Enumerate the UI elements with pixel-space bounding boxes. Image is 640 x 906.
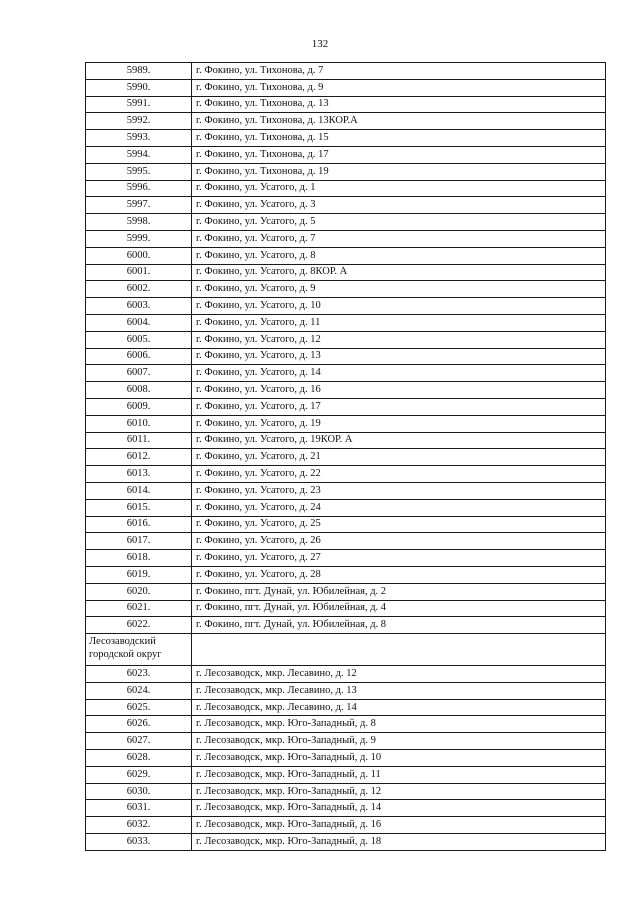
row-address: г. Фокино, ул. Тихонова, д. 17 xyxy=(192,146,606,163)
table-row xyxy=(86,415,606,432)
table-row xyxy=(86,834,606,851)
row-address: г. Лесозаводск, мкр. Юго-Западный, д. 11 xyxy=(192,766,606,783)
row-number: 6014. xyxy=(86,482,192,499)
row-address: г. Фокино, ул. Усатого, д. 19КОР. А xyxy=(192,432,606,449)
table-row xyxy=(86,163,606,180)
row-number: 6018. xyxy=(86,550,192,567)
row-address: г. Фокино, ул. Усатого, д. 5 xyxy=(192,214,606,231)
row-address: г. Лесозаводск, мкр. Юго-Западный, д. 14 xyxy=(192,800,606,817)
table-row xyxy=(86,432,606,449)
row-address: г. Фокино, ул. Усатого, д. 28 xyxy=(192,566,606,583)
row-number: 6025. xyxy=(86,699,192,716)
row-number: 6030. xyxy=(86,783,192,800)
row-number: 6016. xyxy=(86,516,192,533)
row-number: 6022. xyxy=(86,617,192,634)
table-row xyxy=(86,682,606,699)
table-row xyxy=(86,348,606,365)
row-address: г. Фокино, ул. Усатого, д. 24 xyxy=(192,499,606,516)
row-number: 5997. xyxy=(86,197,192,214)
address-table-body xyxy=(86,63,606,851)
table-row xyxy=(86,247,606,264)
table-row xyxy=(86,146,606,163)
table-row xyxy=(86,733,606,750)
row-number: 6027. xyxy=(86,733,192,750)
row-number: 6017. xyxy=(86,533,192,550)
row-address: г. Фокино, ул. Усатого, д. 8 xyxy=(192,247,606,264)
row-address: г. Фокино, ул. Тихонова, д. 7 xyxy=(192,63,606,80)
row-address: г. Фокино, ул. Усатого, д. 12 xyxy=(192,331,606,348)
row-number: 6007. xyxy=(86,365,192,382)
table-row xyxy=(86,800,606,817)
row-address: г. Фокино, ул. Усатого, д. 8КОР. А xyxy=(192,264,606,281)
table-row xyxy=(86,666,606,683)
row-address: г. Фокино, ул. Усатого, д. 26 xyxy=(192,533,606,550)
row-number: 6002. xyxy=(86,281,192,298)
table-row xyxy=(86,766,606,783)
table-row xyxy=(86,466,606,483)
row-address: г. Фокино, ул. Усатого, д. 10 xyxy=(192,298,606,315)
row-address: г. Фокино, ул. Усатого, д. 25 xyxy=(192,516,606,533)
row-address: г. Фокино, ул. Усатого, д. 9 xyxy=(192,281,606,298)
row-address: г. Лесозаводск, мкр. Юго-Западный, д. 16 xyxy=(192,817,606,834)
row-address: г. Фокино, ул. Усатого, д. 19 xyxy=(192,415,606,432)
row-number: 6026. xyxy=(86,716,192,733)
address-table xyxy=(85,62,606,851)
row-address: г. Лесозаводск, мкр. Юго-Западный, д. 12 xyxy=(192,783,606,800)
row-address: г. Лесозаводск, мкр. Лесавино, д. 13 xyxy=(192,682,606,699)
row-address: г. Фокино, пгт. Дунай, ул. Юбилейная, д. 8 xyxy=(192,617,606,634)
row-number: 6005. xyxy=(86,331,192,348)
table-row xyxy=(86,533,606,550)
table-row xyxy=(86,566,606,583)
row-address: г. Фокино, ул. Усатого, д. 17 xyxy=(192,398,606,415)
table-row xyxy=(86,180,606,197)
section-empty-cell xyxy=(192,634,606,666)
row-address: г. Фокино, ул. Усатого, д. 13 xyxy=(192,348,606,365)
row-number: 6020. xyxy=(86,583,192,600)
row-address: г. Фокино, ул. Усатого, д. 11 xyxy=(192,314,606,331)
row-number: 6004. xyxy=(86,314,192,331)
row-address: г. Лесозаводск, мкр. Юго-Западный, д. 10 xyxy=(192,750,606,767)
table-row xyxy=(86,230,606,247)
row-number: 6021. xyxy=(86,600,192,617)
table-row xyxy=(86,750,606,767)
row-address: г. Фокино, ул. Усатого, д. 27 xyxy=(192,550,606,567)
table-row xyxy=(86,214,606,231)
row-number: 5998. xyxy=(86,214,192,231)
row-address: г. Фокино, ул. Усатого, д. 21 xyxy=(192,449,606,466)
row-number: 6011. xyxy=(86,432,192,449)
row-number: 6003. xyxy=(86,298,192,315)
row-address: г. Лесозаводск, мкр. Лесавино, д. 12 xyxy=(192,666,606,683)
page-number: 132 xyxy=(311,38,329,50)
row-number: 6032. xyxy=(86,817,192,834)
row-address: г. Фокино, ул. Усатого, д. 22 xyxy=(192,466,606,483)
table-row xyxy=(86,298,606,315)
table-row xyxy=(86,550,606,567)
row-address: г. Лесозаводск, мкр. Лесавино, д. 14 xyxy=(192,699,606,716)
row-number: 6012. xyxy=(86,449,192,466)
table-row xyxy=(86,197,606,214)
row-address: г. Фокино, ул. Тихонова, д. 13 xyxy=(192,96,606,113)
table-row xyxy=(86,499,606,516)
row-address: г. Фокино, ул. Тихонова, д. 9 xyxy=(192,79,606,96)
row-number: 6028. xyxy=(86,750,192,767)
table-row xyxy=(86,264,606,281)
row-number: 6010. xyxy=(86,415,192,432)
table-row xyxy=(86,398,606,415)
row-number: 6029. xyxy=(86,766,192,783)
row-address: г. Фокино, пгт. Дунай, ул. Юбилейная, д. 2 xyxy=(192,583,606,600)
table-row xyxy=(86,331,606,348)
row-address: г. Фокино, ул. Усатого, д. 7 xyxy=(192,230,606,247)
row-number: 6023. xyxy=(86,666,192,683)
table-row xyxy=(86,516,606,533)
row-number: 5991. xyxy=(86,96,192,113)
row-address: г. Лесозаводск, мкр. Юго-Западный, д. 18 xyxy=(192,834,606,851)
table-row xyxy=(86,817,606,834)
row-address: г. Фокино, ул. Усатого, д. 16 xyxy=(192,382,606,399)
row-address: г. Лесозаводск, мкр. Юго-Западный, д. 9 xyxy=(192,733,606,750)
table-row xyxy=(86,96,606,113)
table-row xyxy=(86,382,606,399)
table-row xyxy=(86,600,606,617)
section-row xyxy=(86,634,606,666)
row-number: 6013. xyxy=(86,466,192,483)
table-row xyxy=(86,365,606,382)
row-number: 6031. xyxy=(86,800,192,817)
row-number: 5996. xyxy=(86,180,192,197)
row-number: 6024. xyxy=(86,682,192,699)
table-row xyxy=(86,281,606,298)
row-number: 5994. xyxy=(86,146,192,163)
row-number: 6001. xyxy=(86,264,192,281)
row-address: г. Фокино, пгт. Дунай, ул. Юбилейная, д. 4 xyxy=(192,600,606,617)
row-number: 6015. xyxy=(86,499,192,516)
row-number: 5999. xyxy=(86,230,192,247)
table-row xyxy=(86,130,606,147)
row-number: 6008. xyxy=(86,382,192,399)
row-number: 6000. xyxy=(86,247,192,264)
row-number: 5993. xyxy=(86,130,192,147)
row-number: 5990. xyxy=(86,79,192,96)
row-address: г. Фокино, ул. Тихонова, д. 19 xyxy=(192,163,606,180)
row-address: г. Фокино, ул. Усатого, д. 3 xyxy=(192,197,606,214)
table-row xyxy=(86,314,606,331)
table-row xyxy=(86,63,606,80)
table-row xyxy=(86,449,606,466)
row-number: 5989. xyxy=(86,63,192,80)
table-row xyxy=(86,699,606,716)
table-row xyxy=(86,716,606,733)
row-address: г. Фокино, ул. Тихонова, д. 13КОР.А xyxy=(192,113,606,130)
row-address: г. Лесозаводск, мкр. Юго-Западный, д. 8 xyxy=(192,716,606,733)
row-number: 6009. xyxy=(86,398,192,415)
row-address: г. Фокино, ул. Усатого, д. 14 xyxy=(192,365,606,382)
row-number: 6006. xyxy=(86,348,192,365)
row-number: 6033. xyxy=(86,834,192,851)
section-label: Лесозаводский городской округ xyxy=(86,634,192,666)
row-address: г. Фокино, ул. Усатого, д. 1 xyxy=(192,180,606,197)
row-number: 5992. xyxy=(86,113,192,130)
table-row xyxy=(86,482,606,499)
row-address: г. Фокино, ул. Тихонова, д. 15 xyxy=(192,130,606,147)
table-row xyxy=(86,79,606,96)
row-number: 5995. xyxy=(86,163,192,180)
table-row xyxy=(86,617,606,634)
row-number: 6019. xyxy=(86,566,192,583)
table-row xyxy=(86,783,606,800)
table-row xyxy=(86,583,606,600)
table-row xyxy=(86,113,606,130)
row-address: г. Фокино, ул. Усатого, д. 23 xyxy=(192,482,606,499)
